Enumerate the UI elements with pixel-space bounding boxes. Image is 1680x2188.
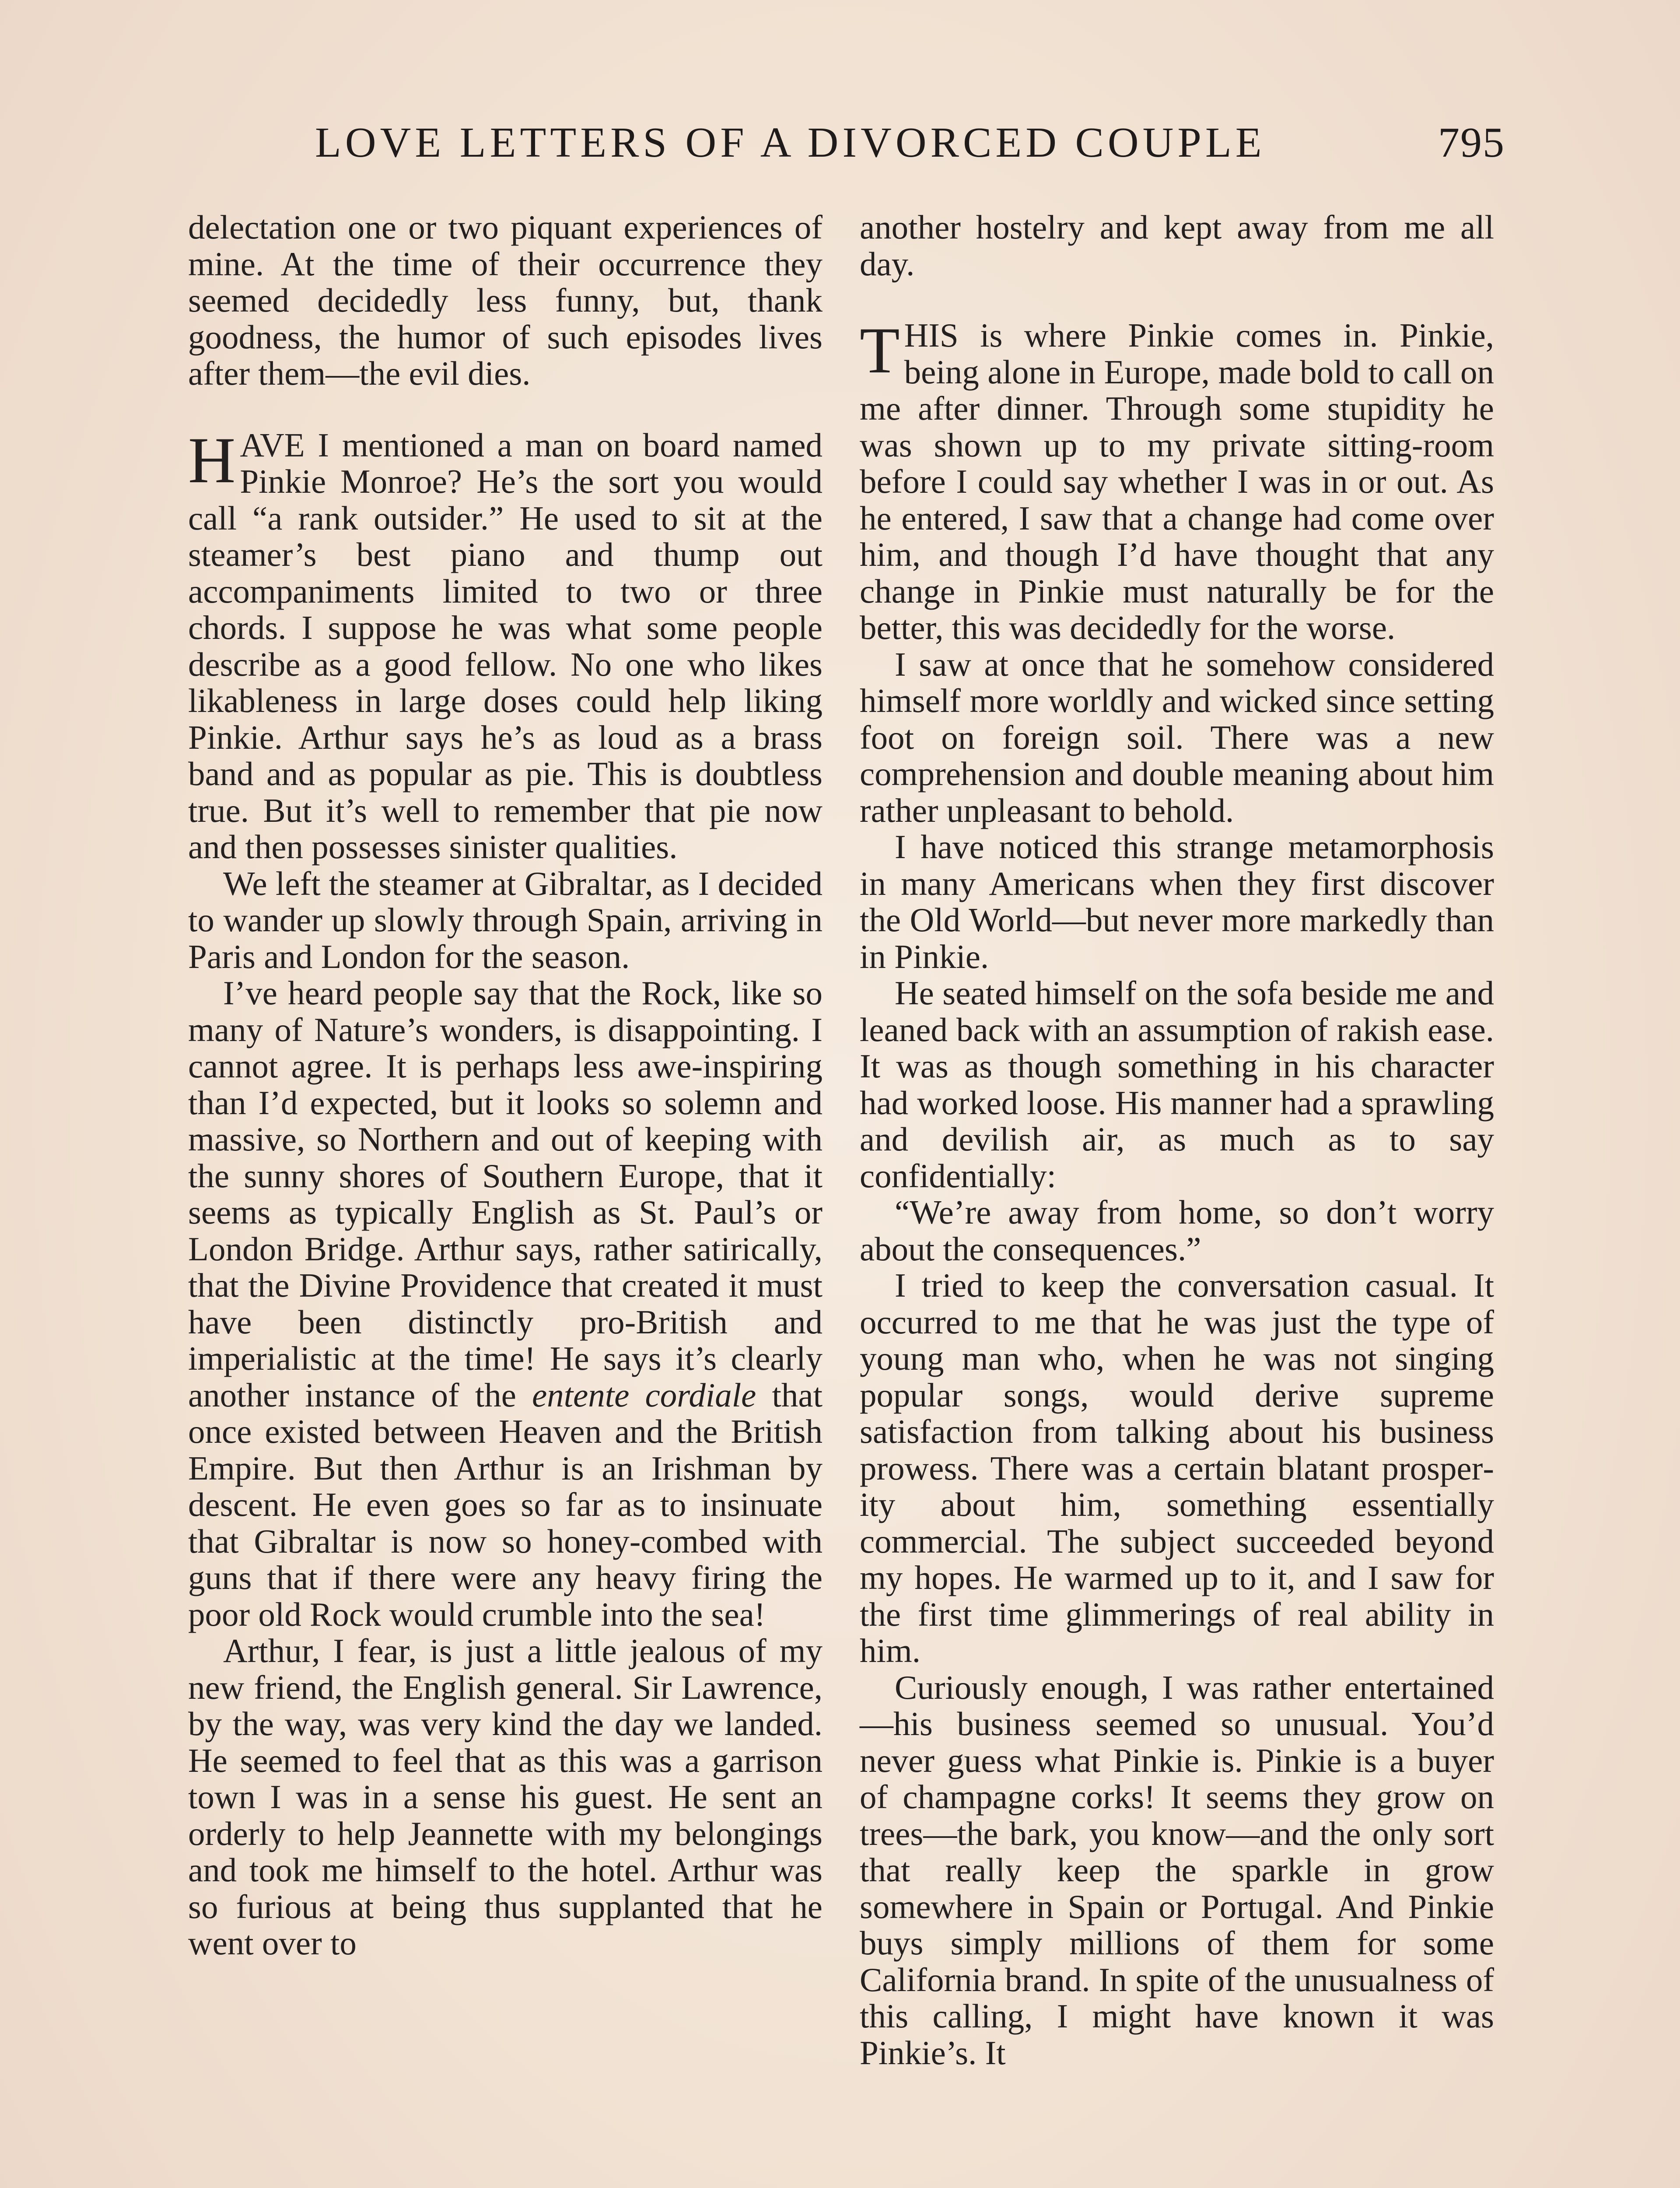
paragraph: Curiously enough, I was rather entertained—his business seemed so unusual. You’d never guess what Pinkie is. Pinkie is a buyer of champagne corks! It seems they grow on trees—the bark, you know—and the only sort that really keep the sparkle in grow somewhere in Spain or Portugal. And Pinkie buys simply millions of them for some California brand. In spite of the unusualness of this calling, I might have known it was Pinkie’s. It	[860, 1668, 1494, 2072]
running-head-title: LOVE LETTERS OF A DIVORCED COUPLE	[315, 119, 1266, 166]
paragraph: We left the steamer at Gibraltar, as I decided to wander up slowly through Spain, arriving in Paris and London for the season.	[188, 864, 822, 975]
paragraph-text: that once existed between Heaven and the British Empire. But then Arthur is an Irishman by descent. He even goes so far as to insinuate that Gibraltar is now so honey-combed with guns that if there were any heavy firing the poor old Rock would crumble into the sea!	[188, 1376, 823, 1633]
paragraph: another hostelry and kept away from me all day.	[860, 208, 1494, 283]
page-number: 795	[1438, 119, 1505, 166]
paragraph: I have noticed this strange metamorphosis in many Americans when they first discover the Old World—but never more markedly than in Pinkie.	[860, 828, 1494, 975]
paragraph: “We’re away from home, so don’t worry about the consequences.”	[860, 1193, 1494, 1268]
paragraph-text: HIS is where Pinkie comes in. Pinkie, being alone in Europe, made bold to call on me after dinner. Through some stupidity he was shown up to my private sitting-room before I could say whether I was in or out. As he entered, I saw that a change had come over him, and though I’d have thought that any change in Pinkie must naturally be for the better, this was decidedly for the worse.	[860, 316, 1494, 646]
section-paragraph	[860, 314, 1494, 646]
paragraph: I tried to keep the conversation casual. It occurred to me that he was just the type of young man who, when he was not singing popular songs, would derive supreme satisfaction from talking about his business prowess. There was a certain blatant prosperity about him, something essentially commercial. The subject succeeded beyond my hopes. He warmed up to it, and I saw for the first time glimmerings of real ability in him.	[860, 1266, 1494, 1669]
italic-phrase: entente cordiale	[532, 1376, 756, 1414]
paragraph: I saw at once that he somehow considered himself more worldly and wicked since setting foot on foreign soil. There was a new comprehension and double meaning about him rather unpleasant to behold.	[860, 645, 1494, 829]
paragraph-text: AVE I mentioned a man on board named Pinkie Monroe? He’s the sort you would call “a rank outsider.” He used to sit at the steamer’s best piano and thump out accompaniments limited to two or three chords. I suppose he was what some people describe as a good fellow. No one who likes likableness in large doses could help liking Pinkie. Arthur says he’s as loud as a brass band and as popular as pie. This is doubtless true. But it’s well to remember that pie now and then possesses sinister qualities.	[188, 426, 822, 866]
paragraph	[188, 975, 822, 1633]
paragraph-text: I’ve heard people say that the Rock, like so many of Nature’s wonders, is disappointing. I cannot agree. It is perhaps less awe-inspiring than I’d expected, but it looks so solemn and massive, so Northern and out of keeping with the sunny shores of Southern Europe, that it seems as typically English as St. Paul’s or London Bridge. Arthur says, rather satirically, that the Divine Providence that created it must have been distinctly pro-British and imperialistic at the time! He says it’s clearly another instance of the	[188, 974, 822, 1414]
drop-cap: H	[188, 424, 236, 497]
drop-cap: T	[860, 314, 900, 387]
paragraph: delectation one or two piquant experiences of mine. At the time of their occurrence they seemed decidedly less funny, but, thank goodness, the humor of such episodes lives after them—the evil dies.	[188, 208, 822, 392]
paragraph: Arthur, I fear, is just a little jealous of my new friend, the English general. Sir Lawrence, by the way, was very kind the day we landed. He seemed to feel that as this was a garrison town I was in a sense his guest. He sent an orderly to help Jeannette with my belongings and took me himself to the hotel. Arthur was so furious at being thus supplanted that he went over to	[188, 1632, 822, 1962]
paragraph: He seated himself on the sofa beside me and leaned back with an assumption of rakish ease. It was as though something in his character had worked loose. His manner had a sprawling and devilish air, as much as to say confidentially:	[860, 974, 1494, 1195]
section-paragraph	[188, 424, 822, 866]
left-column	[188, 209, 822, 1962]
running-head	[315, 118, 1505, 184]
right-column	[860, 209, 1494, 2071]
